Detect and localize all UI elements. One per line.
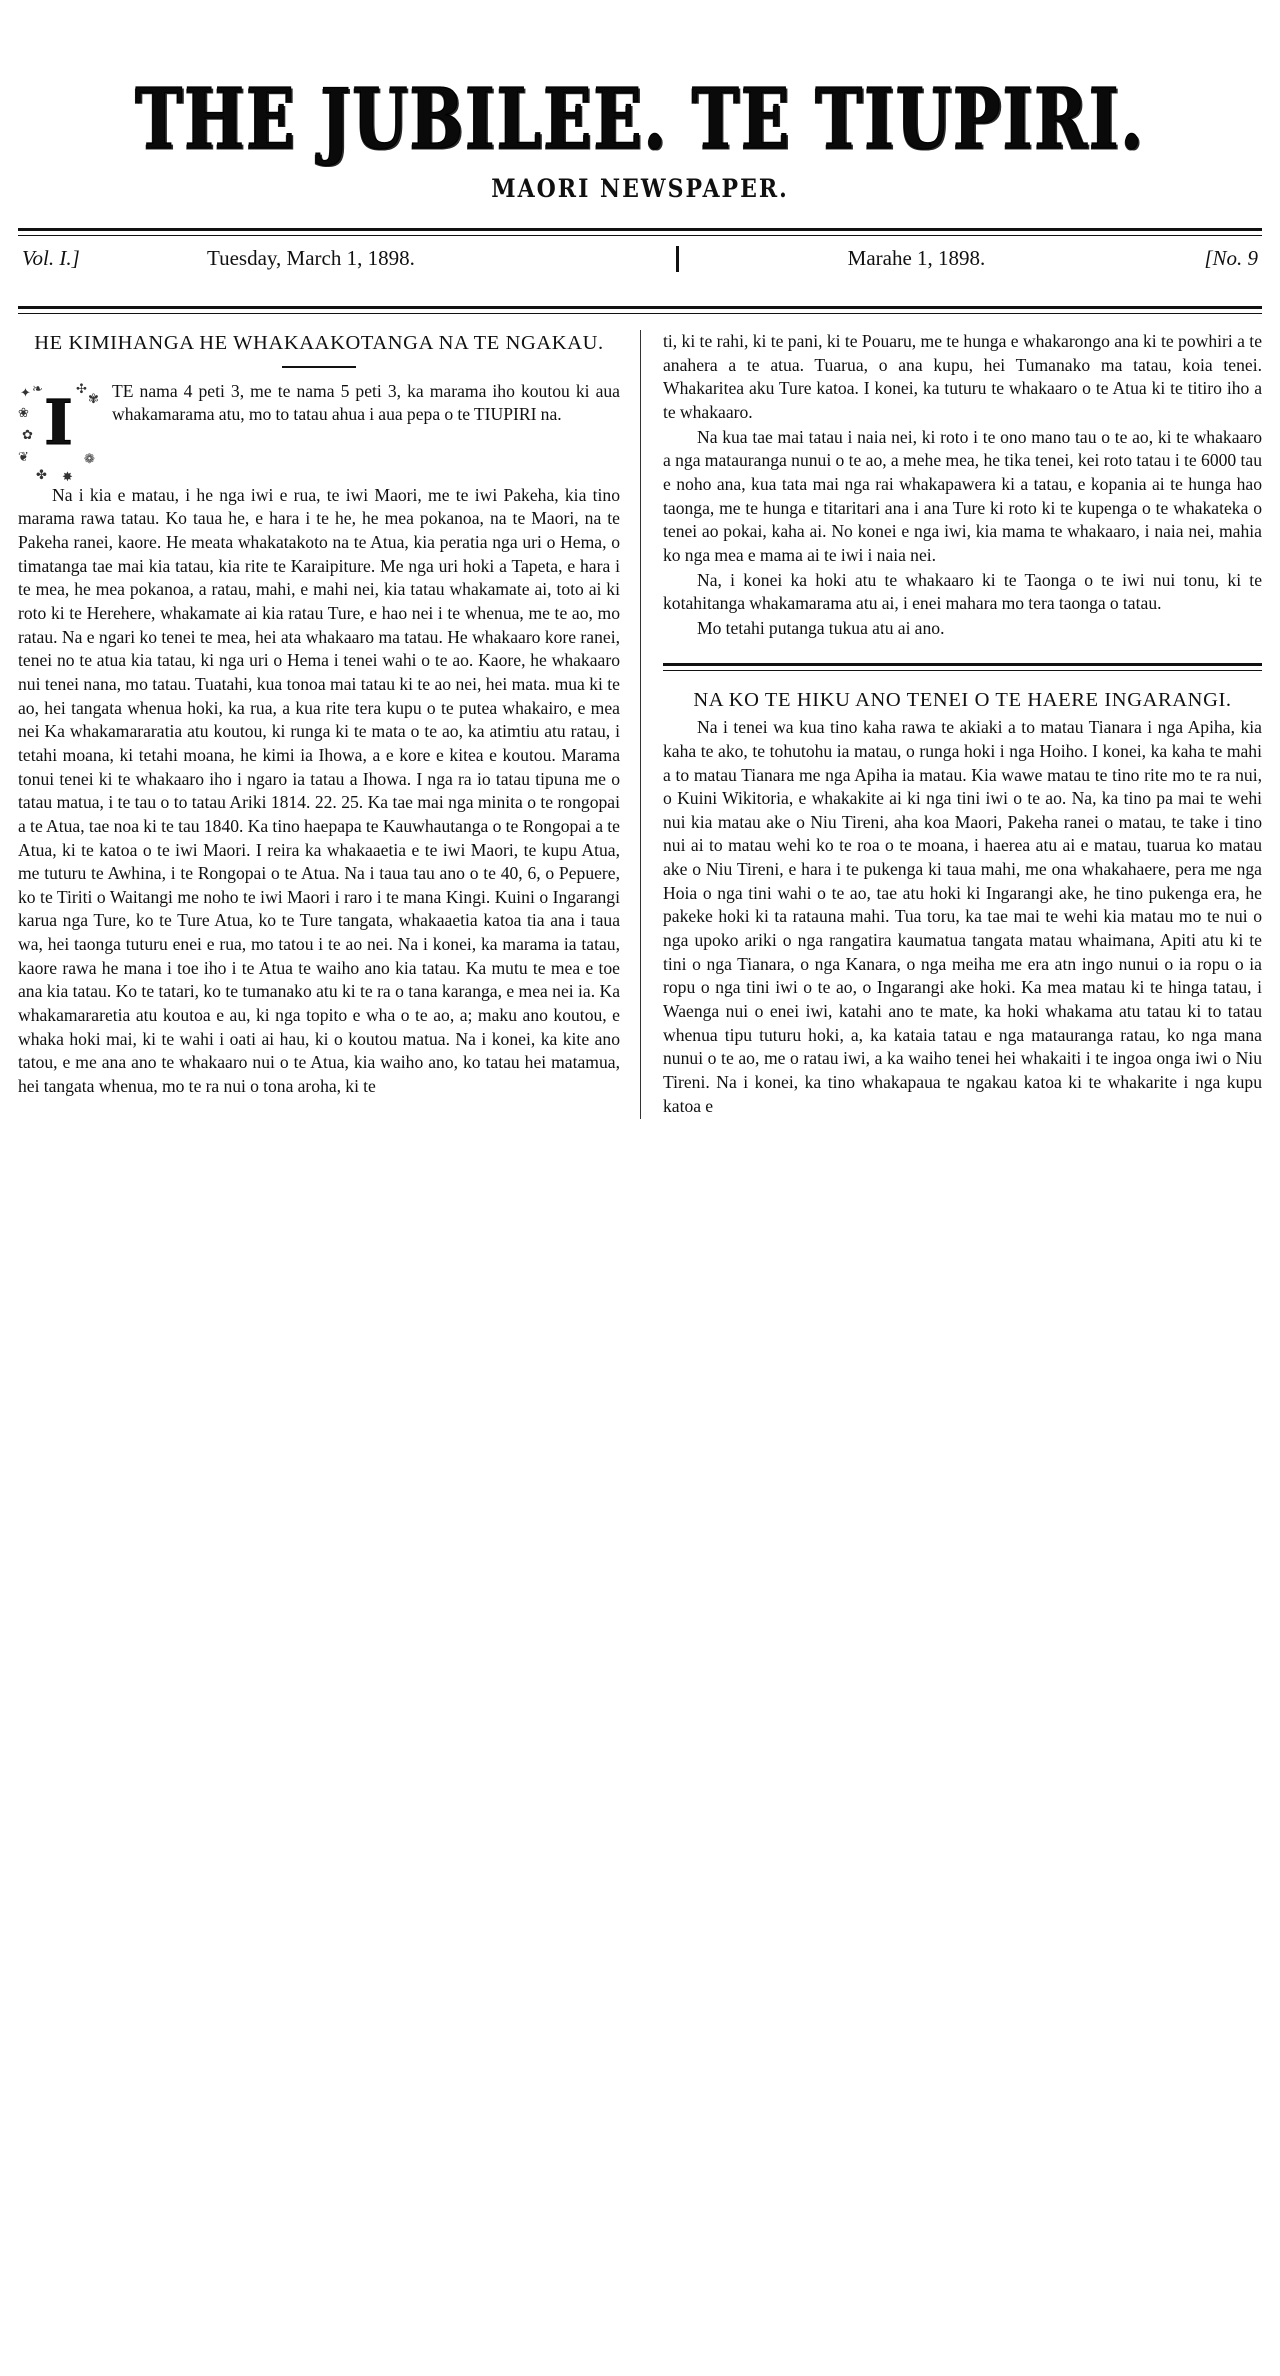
headline-underline: [282, 366, 356, 368]
article-columns: [18, 314, 1262, 1119]
issue-rule-thick: [18, 306, 1262, 309]
issue-number: [No. 9: [1204, 246, 1258, 270]
right-continuation-3: Na, i konei ka hoki atu te whakaaro ki te Taonga o te iwi nui tonu, ki te kotahitanga whakamarama atu ai, i enei mahara mo tera taonga o tatau.: [663, 569, 1262, 614]
issue-line: [18, 236, 1262, 280]
issue-separator: [676, 246, 679, 272]
dropcap-ornament: [18, 382, 104, 482]
newspaper-title: THE JUBILEE. TE TIUPIRI.: [135, 69, 1145, 169]
right-continuation-4: Mo tetahi putanga tukua atu ai ano.: [697, 617, 945, 638]
column-left: [18, 330, 640, 1119]
masthead-rule-thick: [18, 228, 1262, 231]
issue-date-english: Tuesday, March 1, 1898.: [207, 246, 415, 270]
masthead: [0, 0, 1280, 202]
issue-volume: Vol. I.]: [22, 246, 80, 270]
left-paragraph-2: Na i kia e matau, i he nga iwi e rua, te iwi Maori, me te iwi Pakeha, kia tino marama rawa tatau. Ko taua he, e hara i te he, he mea pokanoa, na te Maori, na te Pakeha ranei, kaore. He meata whakatakoto na te Atua, kia peratia nga uri o Hema, o timatanga tae mai kia tatau, kia rite te Karaipiture. Me nga uri hoki a Tapeta, e hara i te mea, he mea pokanoa, a ratau, mahi, e mahi nei, kia tatau whakamate ai, toto ai ki roto ki te Herehere, whakamate ai kia ratau Ture, e hao nei i te whenua, me te ao, mo ratau. Na e ngari ko tenei te mea, hei ata whakaaro ma tatau. He whakaaro kore ranei, tenei no te atua kia tatau, ki nga uri o Hema i tenei wahi o te ao. Kaore, he whakaaro nui tenei nana, mo tatau. Tuatahi, kua tonoa mai tatau ki te ao nei, hei mata. mua ki te ao, hei tangata whenua hoki, ka rua, a kua rite tera kupu o te putea whakairo, e mea nei Ka whakamararatia atu koutou, ki runga ki te mata o te ao, ka atimtiu atu ratau, i tetahi moana, ki tetahi moana, he kimi ia Ihowa, a e kore e kitea e koutou. Marama tonui tenei ki te whakaaro iho i ngaro ia tatau a Ihowa. I nga ra io tatau tipuna me o tatau matua, i te tau o to tatau Ariki 1814. 22. 25. Ka tae mai nga minita o te rongopai a te Atua, tae noa ki te tau 1840. Ka tino haepapa te Kauwhautanga o te Rongopai a te Atua, ki te katoa o te iwi Maori. I reira ka whakaaetia e te iwi Maori, te kupu Atua, me tuturu te Awhina, i te Rongopai o te Atua. Na i taua tau ano o te 40, 6, o Pepuere, ko te Tiriti o Waitangi me noho te iwi Maori i raro i te mana Kingi. Kuini o Ingarangi karua nga Ture, ko te Ture Atua, ko te Ture tangata, whakaaetia katoa tia ana i taua wa, hei taonga tuturu enei e rua, mo tatou i te ao nei. Na i konei, ka marama ia tatau, kaore rawa he mana i toe iho i te Atua te waiho ano kia tatau. Ka mutu te mea e toe ana kia tatau. Ko te tatari, ko te tumanako atu ki te ra o tana karanga, e mea nei ia. Ka whakamararetia atu koutoa e au, ki nga topito e wha o te ao, a; maku ano koutou, e whaka hoki mai, ki te wahi i oati ai hau, ki o koutou matua. Na i konei, ka kite ano tatou, e me ana ano te whakaaro nui o te Atua, kia waiho ano, ko tatau hei matamua, hei tangata whenua, mo te ra nui o tona aroha, ki te: [18, 484, 620, 1097]
dropcap-letter: I: [44, 385, 74, 459]
issue-date-maori: Marahe 1, 1898.: [847, 246, 986, 270]
section-divider: [663, 663, 1262, 671]
left-article-headline: HE KIMIHANGA HE WHAKAAKOTANGA NA TE NGAKAU.: [34, 332, 604, 354]
newspaper-subtitle: MAORI NEWSPAPER.: [491, 174, 789, 204]
dropcap-decoration-icon: ✦ ❧ ❀ ✿ ❦ ✤ ✸ ❁ ✾ ✣: [18, 380, 99, 484]
right-continuation-1: ti, ki te rahi, ki te pani, ki te Pouaru, me te hunga e whakarongo ana ki te powhiri a te anahera a te atua. Tuarua, o ana kupu, hei Tumanako ma tatau, koia tenei. Whakaritea aku Ture katoa. I konei, ka tuturu te whakaaro o te Atua ki te titiro iho a te whakaaro.: [663, 331, 1262, 422]
right-continuation-2: Na kua tae mai tatau i naia nei, ki roto i te ono mano tau o te ao, ki te whakaaro a nga matauranga nunui o te ao, a mehe mea, he tika tenei, kei roto tatau i te 6000 tau e noho ana, kua tata mai nga rai whakapawera ki a tatau, e kopania ai te hunga hao taonga, me te hunga e titaritari ana i ana Ture ki roto ki te kupenga o te whakateka o tenei ao pokai, kaha ai. No konei e nga iwi, kia mama te whakaaro, i naia nei, mahia ko nga mea e mama ai te iwi i naia nei.: [663, 426, 1262, 565]
column-right: [640, 330, 1262, 1119]
dropcap-paragraph-block: [18, 380, 620, 484]
right-paragraph-1: Na i tenei wa kua tino kaha rawa te akiaki a to matau Tianara i nga Apiha, kia kaha te ako, te tohutohu ia matau, o runga hoki i nga Hoiho. I konei, ka kaha te mahi a to matau Tianara me nga Apiha ia matau. Kia wawe matau te tino rite mo te ra nui, o Kuini Wikitoria, e whakakite ai ki nga tini iwi o te ao. Na, ka tino pa mai te wehi nui kia matau ake o Niu Tireni, aha koa Maori, Pakeha ranei o matau, te take i tino nui ai to matau wehi ko te roa o te moana, i haerea atu ai e matau, tuarua ko matau ake o Niu Tireni, e hara i te pukenga ki taua mahi, me ona whakahaere, pera me nga Hoia o nga tini wahi o te ao, tae atu hoki ki Ingarangi ake, he tino pukenga era, he pakeke hoki ki ta ratauna mahi. Tua toru, ka tae mai te wehi kia matau mo te nui o nga upoko ariki o nga rangatira kaumatua tangata matau whaimana, Apiti atu ki te tini o nga Tianara, o nga Kanara, o nga meiha me era atn ingo nunui o ia ropu o ia ropu o nga tini iwi o te ao, o Ingarangi ake hoki. Ka mea matau ki te hinga tatau, i Waenga nui o enei iwi, katahi ano te mate, ka hoki whakama atu tatau ki to tatau whenua tipu tuturu hoki, a, ka kataia tatau e nga matauranga ratau, ko nga mana nunui o te ao, me o ratau iwi, a ka waiho tenei hei whakaiti i te ingoa onga iwi o Niu Tireni. Na i konei, ka tino whakapaua te ngakau katoa ki te whakarite i nga kupu katoa e: [663, 717, 1262, 1116]
right-article-headline: NA KO TE HIKU ANO TENEI O TE HAERE INGARANGI.: [693, 688, 1232, 711]
left-paragraph-1: TE nama 4 peti 3, me te nama 5 peti 3, ka marama iho koutou ki aua whakamarama atu, mo to tatau ahua i aua pepa o te TIUPIRI na.: [112, 380, 620, 425]
